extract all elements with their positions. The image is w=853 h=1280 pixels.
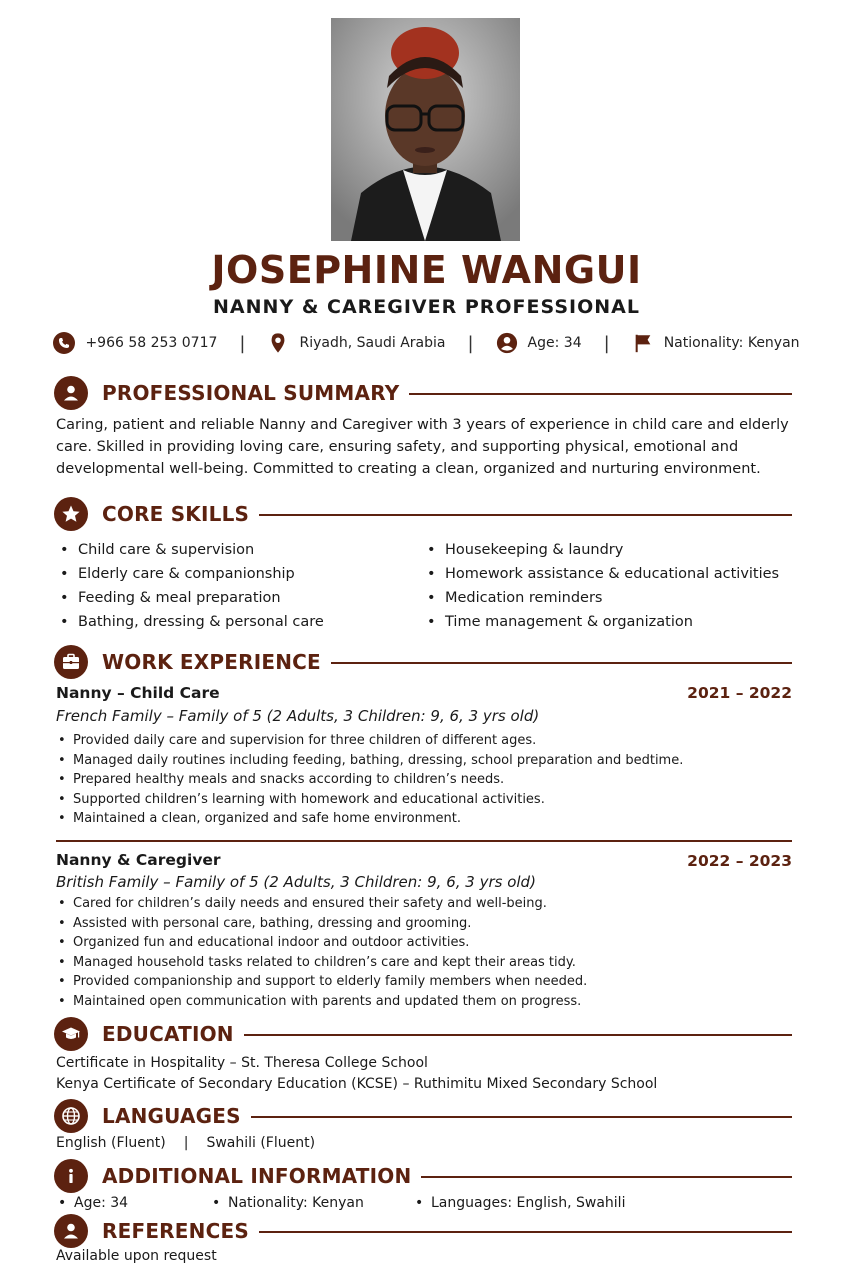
person-icon	[61, 383, 81, 403]
section-icon-bg	[54, 1099, 88, 1133]
list-item: • Housekeeping & laundry	[425, 538, 779, 562]
job-employer: French Family – Family of 5 (2 Adults, 3 Children: 9, 6, 3 yrs old)	[56, 707, 540, 725]
contact-phone	[53, 332, 217, 354]
section-rule	[259, 514, 792, 516]
job-employer: British Family – Family of 5 (2 Adults, 3 Children: 9, 6, 3 yrs old)	[56, 873, 536, 891]
section-icon-bg	[54, 376, 88, 410]
job-title: Nanny & Caregiver	[56, 851, 221, 869]
info-icon	[61, 1166, 81, 1186]
section-header-skills	[54, 497, 792, 531]
language-item: Swahili (Fluent)	[206, 1135, 316, 1151]
phone-number: +966 58 253 0717	[85, 335, 218, 351]
job-divider	[56, 840, 792, 842]
list-item: • Supported children’s learning with homework and educational activities.	[56, 790, 796, 810]
section-title: ADDITIONAL INFORMATION	[102, 1164, 412, 1188]
skills-list-left	[58, 538, 324, 634]
section-header-languages	[54, 1099, 792, 1133]
summary-text: Caring, patient and reliable Nanny and Caregiver with 3 years of experience in child care and elderly care. Skilled in providing loving care, ensuring safety, and supporting physical, emotional and developmental well-being. Committed to creating a clean, organized and nurturing environment.	[56, 417, 789, 477]
list-item: • Elderly care & companionship	[58, 562, 324, 586]
section-icon-bg	[54, 497, 88, 531]
section-title: LANGUAGES	[102, 1104, 241, 1128]
location-text: Riyadh, Saudi Arabia	[299, 335, 446, 351]
candidate-title: NANNY & CAREGIVER PROFESSIONAL	[213, 296, 640, 318]
section-rule	[421, 1176, 792, 1178]
section-title: REFERENCES	[102, 1219, 249, 1243]
age-text: Age: 34	[527, 335, 582, 351]
job-duties-list	[56, 731, 796, 829]
education-item: Certificate in Hospitality – St. Theresa College School	[56, 1055, 428, 1071]
list-item: • Assisted with personal care, bathing, dressing and grooming.	[56, 914, 796, 934]
profile-photo	[331, 18, 520, 241]
contact-location	[267, 332, 445, 354]
job-duties-list	[56, 894, 796, 1012]
list-item: • Prepared healthy meals and snacks according to children’s needs.	[56, 770, 796, 790]
section-rule	[259, 1231, 792, 1233]
graduation-cap-icon	[61, 1024, 81, 1044]
star-icon	[61, 504, 81, 524]
list-item: • Provided daily care and supervision for three children of different ages.	[56, 731, 796, 751]
list-item: • Managed daily routines including feeding, bathing, dressing, school preparation and bedtime.	[56, 751, 796, 771]
job-dates: 2021 – 2022	[687, 684, 792, 702]
section-icon-bg	[54, 1017, 88, 1051]
list-item: • Organized fun and educational indoor and outdoor activities.	[56, 933, 796, 953]
additional-item: • Languages: English, Swahili	[413, 1195, 625, 1211]
section-header-education	[54, 1017, 792, 1051]
section-icon-bg	[54, 645, 88, 679]
section-rule	[331, 662, 792, 664]
section-rule	[251, 1116, 792, 1118]
list-item: • Provided companionship and support to elderly family members when needed.	[56, 972, 796, 992]
section-title: WORK EXPERIENCE	[102, 650, 321, 674]
language-separator: |	[183, 1135, 189, 1151]
section-icon-bg	[54, 1214, 88, 1248]
section-header-summary	[54, 376, 792, 410]
list-item: • Feeding & meal preparation	[58, 586, 324, 610]
list-item: • Time management & organization	[425, 610, 779, 634]
contact-separator: |	[603, 332, 610, 354]
person-icon	[61, 1221, 81, 1241]
contact-age	[496, 332, 582, 354]
list-item: • Maintained open communication with parents and updated them on progress.	[56, 992, 796, 1012]
phone-icon	[53, 332, 75, 354]
job-dates: 2022 – 2023	[687, 852, 792, 870]
candidate-name: JOSEPHINE WANGUI	[211, 248, 642, 292]
section-title: CORE SKILLS	[102, 502, 250, 526]
list-item: • Homework assistance & educational activities	[425, 562, 779, 586]
contact-nationality	[632, 332, 800, 354]
list-item: • Cared for children’s daily needs and ensured their safety and well-being.	[56, 894, 796, 914]
section-title: PROFESSIONAL SUMMARY	[102, 381, 400, 405]
flag-icon	[632, 332, 654, 354]
references-text: Available upon request	[56, 1248, 217, 1264]
section-title: EDUCATION	[102, 1022, 234, 1046]
section-rule	[409, 393, 792, 395]
globe-icon	[61, 1106, 81, 1126]
education-item: Kenya Certificate of Secondary Education (KCSE) – Ruthimitu Mixed Secondary School	[56, 1076, 658, 1092]
languages-row	[56, 1135, 315, 1151]
contact-separator: |	[467, 332, 474, 354]
section-rule	[244, 1034, 792, 1036]
contact-bar	[0, 328, 853, 358]
skills-list-right	[425, 538, 779, 634]
section-icon-bg	[54, 1159, 88, 1193]
list-item: • Maintained a clean, organized and safe home environment.	[56, 809, 796, 829]
section-header-additional	[54, 1159, 792, 1193]
list-item: • Medication reminders	[425, 586, 779, 610]
section-header-experience	[54, 645, 792, 679]
location-pin-icon	[267, 332, 289, 354]
list-item: • Child care & supervision	[58, 538, 324, 562]
contact-separator: |	[239, 332, 246, 354]
nationality-text: Nationality: Kenyan	[663, 335, 800, 351]
language-item: English (Fluent)	[56, 1135, 166, 1151]
job-title: Nanny – Child Care	[56, 684, 220, 702]
list-item: • Bathing, dressing & personal care	[58, 610, 324, 634]
section-header-references	[54, 1214, 792, 1248]
person-icon	[496, 332, 518, 354]
list-item: • Managed household tasks related to children’s care and kept their areas tidy.	[56, 953, 796, 973]
additional-item: • Nationality: Kenyan	[210, 1195, 364, 1211]
additional-item: • Age: 34	[56, 1195, 128, 1211]
briefcase-icon	[61, 652, 81, 672]
